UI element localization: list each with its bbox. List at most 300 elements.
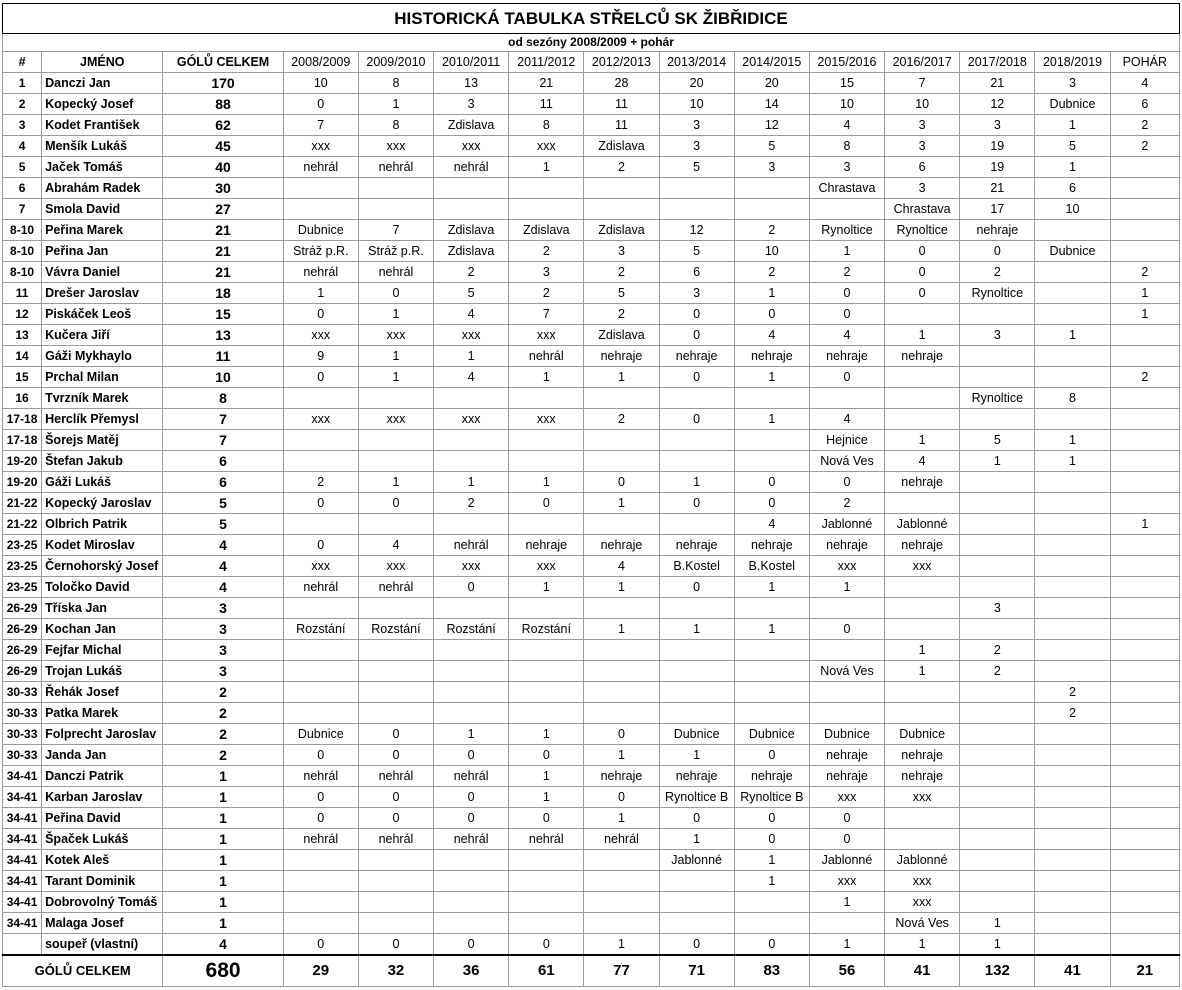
- player-name-cell: Gáži Mykhaylo: [42, 346, 163, 367]
- season-goals-cell: [659, 661, 734, 682]
- season-goals-cell: 6: [659, 262, 734, 283]
- season-goals-cell: 13: [434, 73, 509, 94]
- season-goals-cell: 0: [659, 409, 734, 430]
- season-goals-cell: [283, 850, 358, 871]
- season-goals-cell: 1: [1035, 430, 1110, 451]
- season-goals-cell: Zdislava: [584, 136, 659, 157]
- season-goals-cell: 1: [734, 367, 809, 388]
- header-total: GÓLŮ CELKEM: [163, 52, 283, 73]
- season-goals-cell: [358, 640, 433, 661]
- season-goals-cell: [885, 367, 960, 388]
- rank-cell: 13: [3, 325, 42, 346]
- season-goals-cell: Zdislava: [584, 220, 659, 241]
- season-goals-cell: [885, 598, 960, 619]
- total-goals-cell: 1: [163, 766, 283, 787]
- season-goals-cell: xxx: [509, 409, 584, 430]
- season-goals-cell: [1035, 745, 1110, 766]
- season-goals-cell: [960, 619, 1035, 640]
- season-goals-cell: 1: [1110, 283, 1179, 304]
- season-goals-cell: 1: [283, 283, 358, 304]
- season-goals-cell: 0: [809, 472, 884, 493]
- season-goals-cell: [809, 598, 884, 619]
- season-goals-cell: [1110, 409, 1179, 430]
- total-goals-cell: 1: [163, 808, 283, 829]
- total-goals-cell: 170: [163, 73, 283, 94]
- player-name-cell: Dobrovolný Tomáš: [42, 892, 163, 913]
- player-name-cell: Špaček Lukáš: [42, 829, 163, 850]
- season-goals-cell: [509, 178, 584, 199]
- season-goals-cell: 0: [809, 367, 884, 388]
- season-goals-cell: [1035, 367, 1110, 388]
- season-goals-cell: [659, 871, 734, 892]
- season-goals-cell: [1110, 325, 1179, 346]
- season-goals-cell: 6: [1035, 178, 1110, 199]
- season-goals-cell: B.Kostel: [659, 556, 734, 577]
- season-goals-cell: nehrál: [584, 829, 659, 850]
- player-name-cell: Janda Jan: [42, 745, 163, 766]
- season-goals-cell: 1: [358, 472, 433, 493]
- season-goals-cell: 2: [809, 262, 884, 283]
- table-row: [3, 934, 1180, 956]
- season-goals-cell: 1: [809, 892, 884, 913]
- season-goals-cell: 2: [734, 220, 809, 241]
- table-row: [3, 535, 1180, 556]
- season-goals-cell: nehraje: [885, 535, 960, 556]
- season-goals-cell: [434, 850, 509, 871]
- season-goals-cell: Stráž p.R.: [283, 241, 358, 262]
- season-goals-cell: xxx: [809, 871, 884, 892]
- season-goals-cell: [283, 661, 358, 682]
- season-goals-cell: 4: [885, 451, 960, 472]
- season-goals-cell: Zdislava: [434, 115, 509, 136]
- rank-cell: 19-20: [3, 451, 42, 472]
- total-goals-cell: 40: [163, 157, 283, 178]
- player-name-cell: Toločko David: [42, 577, 163, 598]
- season-goals-cell: [1035, 619, 1110, 640]
- season-goals-cell: [1110, 850, 1179, 871]
- player-name-cell: Kotek Aleš: [42, 850, 163, 871]
- season-goals-cell: Rynoltice B: [659, 787, 734, 808]
- season-goals-cell: 5: [734, 136, 809, 157]
- season-goals-cell: [584, 703, 659, 724]
- season-goals-cell: xxx: [434, 325, 509, 346]
- season-goals-cell: 4: [809, 115, 884, 136]
- rank-cell: 34-41: [3, 871, 42, 892]
- table-row: [3, 94, 1180, 115]
- table-row: [3, 178, 1180, 199]
- season-goals-cell: 3: [1035, 73, 1110, 94]
- total-goals-cell: 62: [163, 115, 283, 136]
- season-goals-cell: nehraje: [885, 766, 960, 787]
- table-row: [3, 304, 1180, 325]
- season-goals-cell: 2: [584, 304, 659, 325]
- footer-season-total: 21: [1110, 955, 1179, 987]
- table-row: [3, 220, 1180, 241]
- season-goals-cell: nehraje: [509, 535, 584, 556]
- season-goals-cell: xxx: [885, 871, 960, 892]
- season-goals-cell: nehrál: [358, 577, 433, 598]
- rank-cell: 15: [3, 367, 42, 388]
- player-name-cell: Folprecht Jaroslav: [42, 724, 163, 745]
- player-name-cell: Trojan Lukáš: [42, 661, 163, 682]
- rank-cell: 34-41: [3, 892, 42, 913]
- season-goals-cell: 0: [509, 493, 584, 514]
- season-goals-cell: Rynoltice: [885, 220, 960, 241]
- season-goals-cell: 4: [809, 409, 884, 430]
- season-goals-cell: nehraje: [809, 766, 884, 787]
- season-goals-cell: [1110, 388, 1179, 409]
- season-goals-cell: [809, 913, 884, 934]
- season-goals-cell: Jablonné: [809, 514, 884, 535]
- season-goals-cell: 0: [509, 808, 584, 829]
- total-goals-cell: 18: [163, 283, 283, 304]
- season-goals-cell: [1110, 661, 1179, 682]
- season-goals-cell: 4: [1110, 73, 1179, 94]
- season-goals-cell: 1: [358, 346, 433, 367]
- table-row: [3, 703, 1180, 724]
- season-goals-cell: [434, 598, 509, 619]
- season-goals-cell: [960, 577, 1035, 598]
- season-goals-cell: [885, 388, 960, 409]
- total-goals-cell: 4: [163, 535, 283, 556]
- season-goals-cell: [885, 409, 960, 430]
- season-goals-cell: nehrál: [358, 766, 433, 787]
- season-goals-cell: [885, 808, 960, 829]
- season-goals-cell: 1: [509, 787, 584, 808]
- season-goals-cell: nehraje: [885, 346, 960, 367]
- table-row: [3, 199, 1180, 220]
- season-goals-cell: xxx: [509, 556, 584, 577]
- season-goals-cell: Zdislava: [509, 220, 584, 241]
- season-goals-cell: 0: [885, 262, 960, 283]
- season-goals-cell: [734, 598, 809, 619]
- season-goals-cell: [885, 703, 960, 724]
- total-goals-cell: 1: [163, 850, 283, 871]
- season-goals-cell: 3: [659, 136, 734, 157]
- header-season: 2014/2015: [734, 52, 809, 73]
- rank-cell: 34-41: [3, 913, 42, 934]
- season-goals-cell: 4: [809, 325, 884, 346]
- table-row: [3, 829, 1180, 850]
- season-goals-cell: [1110, 640, 1179, 661]
- season-goals-cell: [1110, 178, 1179, 199]
- season-goals-cell: 5: [659, 157, 734, 178]
- season-goals-cell: 17: [960, 199, 1035, 220]
- season-goals-cell: [1110, 766, 1179, 787]
- season-goals-cell: [960, 829, 1035, 850]
- season-goals-cell: xxx: [283, 325, 358, 346]
- season-goals-cell: [809, 388, 884, 409]
- season-goals-cell: 0: [734, 829, 809, 850]
- total-goals-cell: 4: [163, 577, 283, 598]
- rank-cell: 26-29: [3, 598, 42, 619]
- season-goals-cell: [809, 199, 884, 220]
- season-goals-cell: [509, 871, 584, 892]
- table-row: [3, 892, 1180, 913]
- season-goals-cell: 2: [734, 262, 809, 283]
- header-rank: #: [3, 52, 42, 73]
- season-goals-cell: [584, 598, 659, 619]
- season-goals-cell: xxx: [434, 136, 509, 157]
- rank-cell: 16: [3, 388, 42, 409]
- season-goals-cell: 1: [734, 577, 809, 598]
- season-goals-cell: nehrál: [434, 766, 509, 787]
- season-goals-cell: [1035, 220, 1110, 241]
- rank-cell: 14: [3, 346, 42, 367]
- season-goals-cell: [1035, 829, 1110, 850]
- season-goals-cell: [1035, 493, 1110, 514]
- season-goals-cell: 3: [734, 157, 809, 178]
- season-goals-cell: nehrál: [283, 577, 358, 598]
- season-goals-cell: 1: [960, 451, 1035, 472]
- season-goals-cell: [960, 556, 1035, 577]
- season-goals-cell: 2: [1110, 367, 1179, 388]
- season-goals-cell: xxx: [885, 556, 960, 577]
- season-goals-cell: 3: [960, 325, 1035, 346]
- season-goals-cell: xxx: [809, 787, 884, 808]
- season-goals-cell: Jablonné: [885, 514, 960, 535]
- header-season: 2009/2010: [358, 52, 433, 73]
- season-goals-cell: [283, 703, 358, 724]
- season-goals-cell: [358, 682, 433, 703]
- season-goals-cell: [434, 703, 509, 724]
- season-goals-cell: xxx: [434, 556, 509, 577]
- season-goals-cell: 1: [1035, 451, 1110, 472]
- player-name-cell: Šorejs Matěj: [42, 430, 163, 451]
- rank-cell: 8-10: [3, 220, 42, 241]
- season-goals-cell: nehraje: [885, 472, 960, 493]
- season-goals-cell: 28: [584, 73, 659, 94]
- season-goals-cell: Dubnice: [734, 724, 809, 745]
- season-goals-cell: 2: [1110, 262, 1179, 283]
- season-goals-cell: [358, 430, 433, 451]
- player-name-cell: Peřina Jan: [42, 241, 163, 262]
- season-goals-cell: 0: [960, 241, 1035, 262]
- table-subtitle: od sezóny 2008/2009 + pohár: [3, 34, 1180, 52]
- season-goals-cell: 21: [509, 73, 584, 94]
- season-goals-cell: [509, 430, 584, 451]
- season-goals-cell: [1110, 829, 1179, 850]
- season-goals-cell: [885, 577, 960, 598]
- scorers-table: [2, 3, 1180, 987]
- table-row: [3, 262, 1180, 283]
- season-goals-cell: 12: [734, 115, 809, 136]
- season-goals-cell: [960, 850, 1035, 871]
- season-goals-cell: 10: [809, 94, 884, 115]
- season-goals-cell: 0: [659, 493, 734, 514]
- table-row: [3, 514, 1180, 535]
- season-goals-cell: [960, 766, 1035, 787]
- season-goals-cell: [734, 388, 809, 409]
- season-goals-cell: 1: [509, 577, 584, 598]
- season-goals-cell: 0: [358, 283, 433, 304]
- season-goals-cell: [960, 703, 1035, 724]
- season-goals-cell: [283, 451, 358, 472]
- season-goals-cell: [734, 430, 809, 451]
- footer-season-total: 56: [809, 955, 884, 987]
- season-goals-cell: [960, 724, 1035, 745]
- header-season: POHÁR: [1110, 52, 1179, 73]
- player-name-cell: Kodet Miroslav: [42, 535, 163, 556]
- season-goals-cell: 20: [659, 73, 734, 94]
- season-goals-cell: [1110, 451, 1179, 472]
- season-goals-cell: 0: [809, 829, 884, 850]
- season-goals-cell: 0: [283, 304, 358, 325]
- season-goals-cell: 0: [659, 934, 734, 956]
- season-goals-cell: [358, 850, 433, 871]
- season-goals-cell: 1: [1035, 157, 1110, 178]
- total-goals-cell: 30: [163, 178, 283, 199]
- season-goals-cell: 1: [584, 619, 659, 640]
- season-goals-cell: 1: [885, 661, 960, 682]
- rank-cell: 26-29: [3, 619, 42, 640]
- header-season: 2011/2012: [509, 52, 584, 73]
- season-goals-cell: 7: [885, 73, 960, 94]
- rank-cell: 8-10: [3, 241, 42, 262]
- season-goals-cell: [1035, 556, 1110, 577]
- season-goals-cell: 21: [960, 178, 1035, 199]
- total-goals-cell: 5: [163, 514, 283, 535]
- season-goals-cell: [283, 514, 358, 535]
- season-goals-cell: 2: [1035, 682, 1110, 703]
- season-goals-cell: Dubnice: [659, 724, 734, 745]
- season-goals-cell: 3: [885, 178, 960, 199]
- season-goals-cell: 3: [659, 283, 734, 304]
- player-name-cell: Prchal Milan: [42, 367, 163, 388]
- season-goals-cell: [1035, 535, 1110, 556]
- season-goals-cell: 2: [584, 409, 659, 430]
- season-goals-cell: 10: [283, 73, 358, 94]
- season-goals-cell: 0: [659, 808, 734, 829]
- season-goals-cell: [283, 871, 358, 892]
- season-goals-cell: [283, 388, 358, 409]
- player-name-cell: Danczi Jan: [42, 73, 163, 94]
- season-goals-cell: 1: [1035, 115, 1110, 136]
- header-row: [3, 52, 1180, 73]
- season-goals-cell: 3: [885, 136, 960, 157]
- season-goals-cell: [960, 808, 1035, 829]
- player-name-cell: Abrahám Radek: [42, 178, 163, 199]
- season-goals-cell: [1035, 724, 1110, 745]
- header-season: 2013/2014: [659, 52, 734, 73]
- season-goals-cell: [659, 514, 734, 535]
- season-goals-cell: [358, 388, 433, 409]
- season-goals-cell: [960, 346, 1035, 367]
- season-goals-cell: nehraje: [734, 346, 809, 367]
- total-goals-cell: 2: [163, 724, 283, 745]
- season-goals-cell: [734, 703, 809, 724]
- season-goals-cell: Jablonné: [809, 850, 884, 871]
- season-goals-cell: xxx: [885, 892, 960, 913]
- season-goals-cell: 1: [434, 346, 509, 367]
- season-goals-cell: [434, 514, 509, 535]
- season-goals-cell: 2: [434, 493, 509, 514]
- total-goals-cell: 1: [163, 829, 283, 850]
- table-row: [3, 577, 1180, 598]
- table-row: [3, 430, 1180, 451]
- season-goals-cell: Rynoltice: [809, 220, 884, 241]
- season-goals-cell: 1: [584, 493, 659, 514]
- season-goals-cell: 1: [734, 871, 809, 892]
- rank-cell: 34-41: [3, 808, 42, 829]
- season-goals-cell: xxx: [358, 325, 433, 346]
- season-goals-cell: 1: [885, 640, 960, 661]
- header-season: 2016/2017: [885, 52, 960, 73]
- header-season: 2008/2009: [283, 52, 358, 73]
- season-goals-cell: Chrastava: [885, 199, 960, 220]
- season-goals-cell: 1: [509, 724, 584, 745]
- season-goals-cell: [283, 682, 358, 703]
- season-goals-cell: 3: [885, 115, 960, 136]
- table-row: [3, 766, 1180, 787]
- season-goals-cell: [358, 661, 433, 682]
- table-title: HISTORICKÁ TABULKA STŘELCŮ SK ŽIBŘIDICE: [3, 4, 1180, 34]
- total-goals-cell: 88: [163, 94, 283, 115]
- season-goals-cell: [960, 745, 1035, 766]
- season-goals-cell: [960, 787, 1035, 808]
- season-goals-cell: [358, 199, 433, 220]
- season-goals-cell: Rozstání: [434, 619, 509, 640]
- rank-cell: 23-25: [3, 556, 42, 577]
- season-goals-cell: Zdislava: [434, 241, 509, 262]
- season-goals-cell: [1110, 220, 1179, 241]
- season-goals-cell: 4: [584, 556, 659, 577]
- season-goals-cell: [584, 871, 659, 892]
- season-goals-cell: [584, 178, 659, 199]
- table-row: [3, 325, 1180, 346]
- season-goals-cell: 6: [885, 157, 960, 178]
- season-goals-cell: 0: [584, 472, 659, 493]
- rank-cell: 26-29: [3, 661, 42, 682]
- season-goals-cell: 1: [659, 829, 734, 850]
- season-goals-cell: 5: [584, 283, 659, 304]
- season-goals-cell: 0: [734, 304, 809, 325]
- season-goals-cell: [1035, 787, 1110, 808]
- season-goals-cell: [1035, 346, 1110, 367]
- total-goals-cell: 21: [163, 241, 283, 262]
- rank-cell: 12: [3, 304, 42, 325]
- rank-cell: 4: [3, 136, 42, 157]
- season-goals-cell: [283, 178, 358, 199]
- rank-cell: 34-41: [3, 766, 42, 787]
- season-goals-cell: 14: [734, 94, 809, 115]
- table-row: [3, 808, 1180, 829]
- season-goals-cell: Dubnice: [1035, 241, 1110, 262]
- season-goals-cell: nehrál: [509, 346, 584, 367]
- season-goals-cell: [885, 829, 960, 850]
- season-goals-cell: [1110, 745, 1179, 766]
- table-row: [3, 73, 1180, 94]
- total-goals-cell: 6: [163, 472, 283, 493]
- season-goals-cell: 2: [960, 262, 1035, 283]
- season-goals-cell: [885, 493, 960, 514]
- table-row: [3, 871, 1180, 892]
- footer-row: [3, 955, 1180, 987]
- rank-cell: 23-25: [3, 577, 42, 598]
- season-goals-cell: [509, 892, 584, 913]
- season-goals-cell: [358, 178, 433, 199]
- table-row: [3, 241, 1180, 262]
- season-goals-cell: 0: [358, 724, 433, 745]
- player-name-cell: Jaček Tomáš: [42, 157, 163, 178]
- table-row: [3, 640, 1180, 661]
- season-goals-cell: 1: [885, 430, 960, 451]
- season-goals-cell: 2: [1110, 115, 1179, 136]
- season-goals-cell: [358, 703, 433, 724]
- season-goals-cell: nehrál: [358, 829, 433, 850]
- rank-cell: 21-22: [3, 493, 42, 514]
- season-goals-cell: [584, 682, 659, 703]
